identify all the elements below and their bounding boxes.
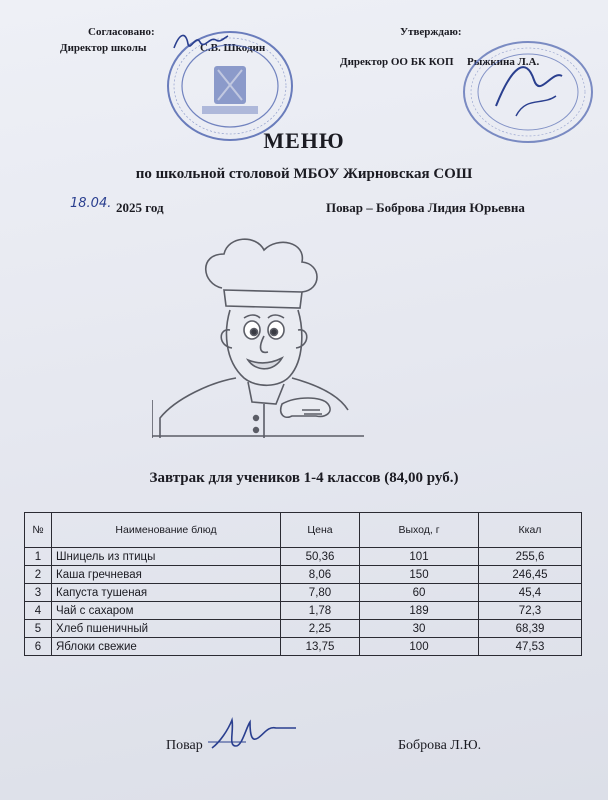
header-kcal: Ккал [479,513,582,548]
table-header-row [25,513,582,548]
approval-left-label: Согласовано: [88,26,155,38]
cell-kcal: 72,3 [479,602,582,620]
cook-name: Повар – Боброва Лидия Юрьевна [326,200,525,215]
approval-left-name: С.В. Шкодин [199,42,266,54]
approval-left-role: Директор школы [60,42,147,54]
school-subtitle: по школьной столовой МБОУ Жирновская СОШ [135,166,473,182]
header-yield: Выход, г [360,513,479,548]
director-signature-left [170,28,230,56]
cell-dish: Капуста тушеная [52,584,281,602]
cell-yield: 60 [360,584,479,602]
handwritten-date: 18.04. [70,196,112,211]
cell-yield: 30 [360,620,479,638]
cell-kcal: 68,39 [479,620,582,638]
cell-dish: Каша гречневая [52,566,281,584]
chef-illustration [152,232,364,438]
cell-number: 3 [25,584,52,602]
cell-yield: 189 [360,602,479,620]
cell-price: 8,06 [281,566,360,584]
cell-dish: Чай с сахаром [52,602,281,620]
cell-kcal: 47,53 [479,638,582,656]
cell-number: 6 [25,638,52,656]
table-row [25,602,582,620]
cell-kcal: 45,4 [479,584,582,602]
meal-heading: Завтрак для учеников 1-4 классов (84,00 руб.) [149,470,459,486]
table-row [25,638,582,656]
header-price: Цена [281,513,360,548]
table-row [25,566,582,584]
cell-dish: Яблоки свежие [52,638,281,656]
footer-role: Повар [166,738,203,753]
header-dish-name: Наименование блюд [52,513,281,548]
cell-price: 1,78 [281,602,360,620]
table-row [25,548,582,566]
cell-price: 50,36 [281,548,360,566]
cell-kcal: 255,6 [479,548,582,566]
approval-right-label: Утверждаю: [400,26,462,38]
cell-price: 2,25 [281,620,360,638]
cook-signature [206,712,302,756]
cell-number: 2 [25,566,52,584]
cell-price: 13,75 [281,638,360,656]
approval-right-name: Рыжкина Л.А. [467,56,540,68]
cell-number: 4 [25,602,52,620]
cell-kcal: 246,45 [479,566,582,584]
cell-dish: Хлеб пшеничный [52,620,281,638]
table-row [25,584,582,602]
table-row [25,620,582,638]
menu-table [24,512,582,656]
cell-yield: 101 [360,548,479,566]
footer-name: Боброва Л.Ю. [398,738,482,753]
header-number: № [25,513,52,548]
date-year: 2025 год [116,200,164,215]
approval-right-role: Директор ОО БК КОП [340,56,454,68]
cell-yield: 100 [360,638,479,656]
cell-yield: 150 [360,566,479,584]
cell-dish: Шницель из птицы [52,548,281,566]
cell-price: 7,80 [281,584,360,602]
cell-number: 1 [25,548,52,566]
page-title: МЕНЮ [263,128,345,153]
cell-number: 5 [25,620,52,638]
